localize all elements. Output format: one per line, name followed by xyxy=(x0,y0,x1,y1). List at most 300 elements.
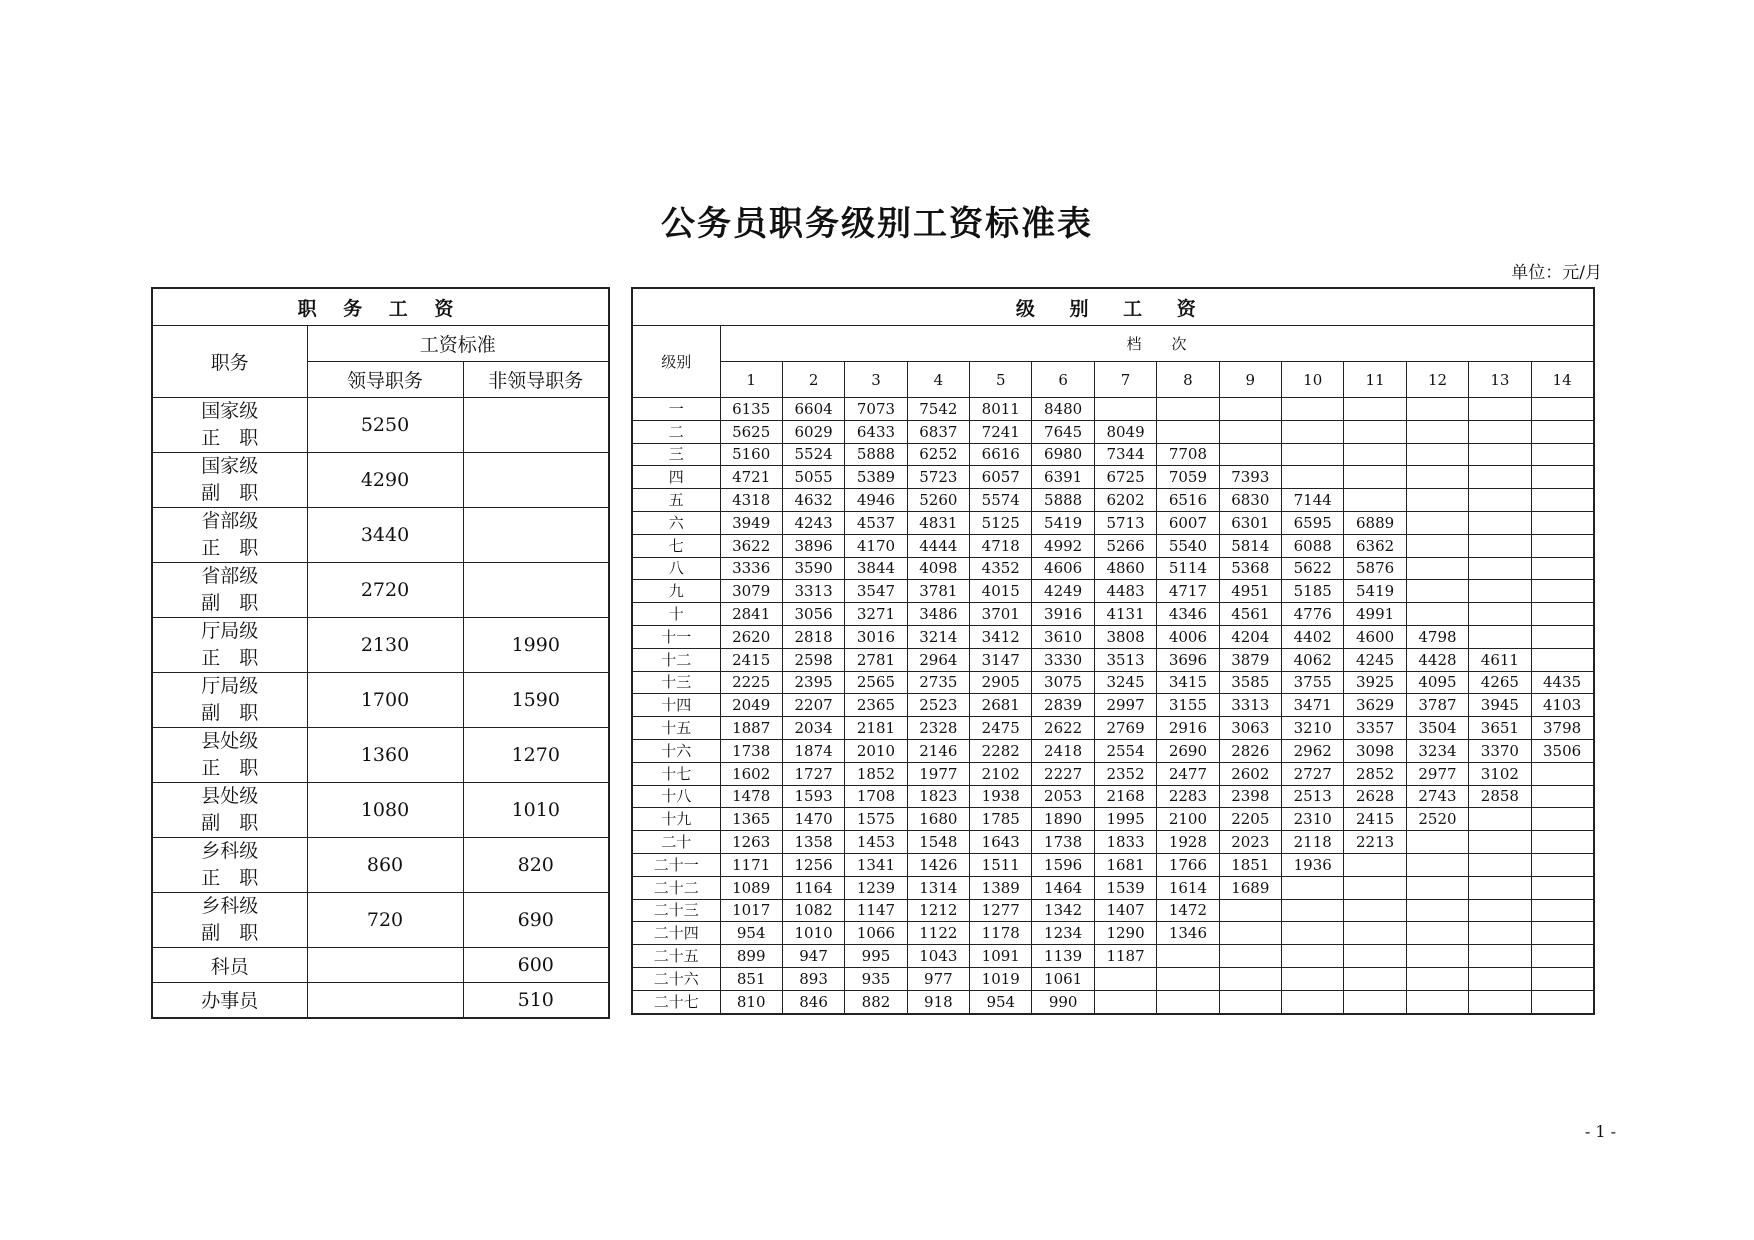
position-row xyxy=(152,563,609,618)
grade-salary-cell: 2034 xyxy=(782,717,844,740)
grade-salary-cell: 1851 xyxy=(1219,853,1281,876)
grade-salary-cell: 2102 xyxy=(970,762,1032,785)
nonleader-salary-cell: 1590 xyxy=(463,673,609,728)
grade-label-cell: 十五 xyxy=(632,717,720,740)
grade-salary-cell: 2905 xyxy=(970,671,1032,694)
grade-salary-cell xyxy=(1531,967,1594,990)
grade-salary-cell xyxy=(1531,466,1594,489)
position-salary-table xyxy=(151,287,610,1019)
grade-salary-cell xyxy=(1406,853,1468,876)
grade-salary-cell xyxy=(1406,603,1468,626)
grade-salary-cell: 4537 xyxy=(845,511,907,534)
grade-salary-cell: 1277 xyxy=(970,899,1032,922)
grade-salary-cell xyxy=(1469,899,1531,922)
grade-label-cell: 二 xyxy=(632,420,720,443)
grade-label-cell: 四 xyxy=(632,466,720,489)
grade-salary-cell xyxy=(1531,876,1594,899)
leader-salary-cell: 3440 xyxy=(307,508,463,563)
grade-salary-cell xyxy=(1469,967,1531,990)
grade-salary-cell: 8049 xyxy=(1094,420,1156,443)
grade-salary-cell: 2207 xyxy=(782,694,844,717)
position-name-cell xyxy=(152,618,307,673)
grade-row xyxy=(632,648,1594,671)
grade-salary-cell: 1178 xyxy=(970,922,1032,945)
leader-salary-cell xyxy=(307,948,463,983)
grade-salary-cell: 1681 xyxy=(1094,853,1156,876)
grade-salary-cell: 3234 xyxy=(1406,739,1468,762)
grade-salary-cell: 2513 xyxy=(1282,785,1344,808)
page-title: 公务员职务级别工资标准表 xyxy=(661,204,1093,244)
grade-salary-cell: 3896 xyxy=(782,534,844,557)
grade-salary-cell: 1785 xyxy=(970,808,1032,831)
grade-salary-cell: 1977 xyxy=(907,762,969,785)
grade-salary-cell: 3330 xyxy=(1032,648,1094,671)
grade-salary-cell xyxy=(1469,466,1531,489)
grade-salary-cell: 2781 xyxy=(845,648,907,671)
grade-salary-cell xyxy=(1344,945,1406,968)
grade-salary-cell: 2282 xyxy=(970,739,1032,762)
grade-salary-cell: 2769 xyxy=(1094,717,1156,740)
grade-salary-cell: 4992 xyxy=(1032,534,1094,557)
grade-salary-cell: 3610 xyxy=(1032,625,1094,648)
grade-salary-cell: 3622 xyxy=(720,534,782,557)
grade-salary-cell: 1539 xyxy=(1094,876,1156,899)
grade-salary-cell xyxy=(1406,831,1468,854)
grade-salary-cell: 3585 xyxy=(1219,671,1281,694)
grade-salary-cell: 2415 xyxy=(1344,808,1406,831)
grade-salary-cell xyxy=(1157,945,1219,968)
grade-salary-cell: 1426 xyxy=(907,853,969,876)
grade-salary-cell xyxy=(1282,443,1344,466)
grade-row xyxy=(632,876,1594,899)
grade-salary-cell: 1852 xyxy=(845,762,907,785)
position-row xyxy=(152,398,609,453)
grade-salary-cell: 2365 xyxy=(845,694,907,717)
grade-salary-cell: 3696 xyxy=(1157,648,1219,671)
grade-salary-cell: 6088 xyxy=(1282,534,1344,557)
step-header-cell: 2 xyxy=(782,362,844,398)
grade-salary-cell: 6837 xyxy=(907,420,969,443)
grade-salary-cell: 3079 xyxy=(720,580,782,603)
grade-salary-cell: 1147 xyxy=(845,899,907,922)
position-rank: 正 职 xyxy=(201,427,259,449)
grade-salary-cell: 899 xyxy=(720,945,782,968)
grade-salary-cell: 2841 xyxy=(720,603,782,626)
grade-salary-cell: 2310 xyxy=(1282,808,1344,831)
grade-salary-cell: 1091 xyxy=(970,945,1032,968)
grade-salary-cell xyxy=(1531,603,1594,626)
grade-salary-cell: 6433 xyxy=(845,420,907,443)
grade-salary-cell: 1874 xyxy=(782,739,844,762)
grade-salary-cell: 4991 xyxy=(1344,603,1406,626)
grade-label-cell: 八 xyxy=(632,557,720,580)
grade-salary-cell: 3313 xyxy=(1219,694,1281,717)
grade-salary-cell: 1139 xyxy=(1032,945,1094,968)
grade-salary-cell: 4245 xyxy=(1344,648,1406,671)
grade-salary-cell xyxy=(1531,922,1594,945)
step-header-cell: 8 xyxy=(1157,362,1219,398)
grade-salary-cell xyxy=(1406,398,1468,421)
grade-salary-cell xyxy=(1344,443,1406,466)
grade-salary-cell xyxy=(1344,990,1406,1013)
grade-label-cell: 二十六 xyxy=(632,967,720,990)
grade-salary-cell: 918 xyxy=(907,990,969,1013)
grade-row xyxy=(632,808,1594,831)
grade-salary-cell: 2049 xyxy=(720,694,782,717)
grade-salary-cell: 6362 xyxy=(1344,534,1406,557)
grade-salary-cell xyxy=(1406,420,1468,443)
grade-salary-cell: 3357 xyxy=(1344,717,1406,740)
nonleader-salary-cell: 600 xyxy=(463,948,609,983)
grade-salary-cell: 3798 xyxy=(1531,717,1594,740)
position-name-cell xyxy=(152,563,307,618)
position-row xyxy=(152,893,609,948)
position-name-cell xyxy=(152,673,307,728)
grade-salary-cell xyxy=(1406,899,1468,922)
grade-salary-cell: 1017 xyxy=(720,899,782,922)
grade-salary-cell: 2523 xyxy=(907,694,969,717)
grade-salary-cell: 947 xyxy=(782,945,844,968)
grade-salary-cell: 2227 xyxy=(1032,762,1094,785)
grade-row xyxy=(632,511,1594,534)
grade-salary-cell xyxy=(1531,557,1594,580)
grade-salary-cell xyxy=(1406,511,1468,534)
grade-salary-cell: 4015 xyxy=(970,580,1032,603)
grade-salary-cell: 3945 xyxy=(1469,694,1531,717)
grade-salary-cell: 3486 xyxy=(907,603,969,626)
grade-salary-cell: 6980 xyxy=(1032,443,1094,466)
grade-salary-cell: 2690 xyxy=(1157,739,1219,762)
nonleader-salary-cell xyxy=(463,398,609,453)
grade-salary-cell xyxy=(1531,808,1594,831)
grade-label-cell: 三 xyxy=(632,443,720,466)
grade-salary-cell: 2743 xyxy=(1406,785,1468,808)
step-header-cell: 1 xyxy=(720,362,782,398)
grade-row xyxy=(632,694,1594,717)
grade-salary-cell: 1472 xyxy=(1157,899,1219,922)
grade-salary-cell: 810 xyxy=(720,990,782,1013)
grade-salary-cell: 7144 xyxy=(1282,489,1344,512)
grade-salary-cell xyxy=(1344,967,1406,990)
grade-salary-cell: 5888 xyxy=(845,443,907,466)
grade-salary-cell: 2916 xyxy=(1157,717,1219,740)
grade-salary-cell: 2205 xyxy=(1219,808,1281,831)
grade-salary-cell xyxy=(1157,420,1219,443)
grade-salary-cell: 4265 xyxy=(1469,671,1531,694)
grade-salary-cell: 4006 xyxy=(1157,625,1219,648)
grade-salary-cell: 6595 xyxy=(1282,511,1344,534)
step-header-cell: 3 xyxy=(845,362,907,398)
grade-salary-cell: 1464 xyxy=(1032,876,1094,899)
grade-salary-cell: 5622 xyxy=(1282,557,1344,580)
grade-salary-cell: 1727 xyxy=(782,762,844,785)
grade-salary-cell: 4600 xyxy=(1344,625,1406,648)
grade-salary-cell: 1680 xyxy=(907,808,969,831)
grade-salary-cell: 3844 xyxy=(845,557,907,580)
grade-salary-cell xyxy=(1531,831,1594,854)
grade-salary-cell: 3336 xyxy=(720,557,782,580)
grade-salary-cell: 3755 xyxy=(1282,671,1344,694)
grade-salary-cell xyxy=(1219,967,1281,990)
grade-salary-cell: 4428 xyxy=(1406,648,1468,671)
col-standard-header: 工资标准 xyxy=(307,326,609,362)
grade-salary-cell: 3098 xyxy=(1344,739,1406,762)
grade-salary-cell: 3513 xyxy=(1094,648,1156,671)
grade-salary-cell: 3155 xyxy=(1157,694,1219,717)
grade-salary-cell: 2622 xyxy=(1032,717,1094,740)
position-row xyxy=(152,948,609,983)
grade-salary-cell: 3808 xyxy=(1094,625,1156,648)
grade-row xyxy=(632,899,1594,922)
grade-salary-cell xyxy=(1406,466,1468,489)
unit-label: 单位：元/月 xyxy=(1511,263,1602,283)
position-row xyxy=(152,618,609,673)
grade-salary-cell: 1066 xyxy=(845,922,907,945)
grade-salary-cell: 2598 xyxy=(782,648,844,671)
grade-salary-cell: 2962 xyxy=(1282,739,1344,762)
grade-salary-cell: 3651 xyxy=(1469,717,1531,740)
grade-label-cell: 二十一 xyxy=(632,853,720,876)
grade-salary-cell: 4352 xyxy=(970,557,1032,580)
grade-salary-cell: 977 xyxy=(907,967,969,990)
grade-row xyxy=(632,853,1594,876)
position-name-cell xyxy=(152,453,307,508)
grade-salary-cell: 1823 xyxy=(907,785,969,808)
grade-salary-cell: 6007 xyxy=(1157,511,1219,534)
grade-row xyxy=(632,739,1594,762)
grade-salary-cell: 2225 xyxy=(720,671,782,694)
grade-salary-cell: 4721 xyxy=(720,466,782,489)
grade-label-cell: 一 xyxy=(632,398,720,421)
nonleader-salary-cell: 510 xyxy=(463,983,609,1018)
grade-salary-cell: 1708 xyxy=(845,785,907,808)
grade-salary-cell: 3471 xyxy=(1282,694,1344,717)
grade-salary-cell: 1995 xyxy=(1094,808,1156,831)
grade-salary-cell xyxy=(1469,831,1531,854)
grade-salary-cell xyxy=(1282,990,1344,1013)
grade-salary-cell: 7542 xyxy=(907,398,969,421)
grade-salary-cell: 4860 xyxy=(1094,557,1156,580)
grade-label-cell: 七 xyxy=(632,534,720,557)
grade-salary-cell: 4103 xyxy=(1531,694,1594,717)
grade-label-cell: 二十四 xyxy=(632,922,720,945)
grade-salary-cell: 6057 xyxy=(970,466,1032,489)
grade-row xyxy=(632,420,1594,443)
grade-salary-cell: 5419 xyxy=(1032,511,1094,534)
grade-salary-cell xyxy=(1469,420,1531,443)
grade-salary-cell xyxy=(1219,945,1281,968)
grade-salary-cell xyxy=(1531,534,1594,557)
grade-salary-cell: 1239 xyxy=(845,876,907,899)
grade-salary-cell: 2554 xyxy=(1094,739,1156,762)
position-rank: 副 职 xyxy=(201,482,259,504)
grade-salary-cell: 3506 xyxy=(1531,739,1594,762)
grade-salary-cell xyxy=(1531,648,1594,671)
grade-salary-cell: 6135 xyxy=(720,398,782,421)
grade-salary-cell: 2418 xyxy=(1032,739,1094,762)
grade-salary-cell: 2398 xyxy=(1219,785,1281,808)
grade-salary-cell: 2852 xyxy=(1344,762,1406,785)
position-rank: 副 职 xyxy=(201,592,259,614)
step-header-cell: 13 xyxy=(1469,362,1531,398)
grade-salary-cell xyxy=(1406,990,1468,1013)
grade-salary-cell: 5055 xyxy=(782,466,844,489)
grade-salary-cell: 5125 xyxy=(970,511,1032,534)
grade-label-cell: 九 xyxy=(632,580,720,603)
step-header-cell: 12 xyxy=(1406,362,1468,398)
grade-salary-cell: 2620 xyxy=(720,625,782,648)
leader-salary-cell: 1080 xyxy=(307,783,463,838)
grade-salary-cell xyxy=(1282,899,1344,922)
grade-row xyxy=(632,831,1594,854)
grade-salary-cell xyxy=(1282,876,1344,899)
grade-salary-cell: 4561 xyxy=(1219,603,1281,626)
grade-salary-cell: 2858 xyxy=(1469,785,1531,808)
grade-label-cell: 二十二 xyxy=(632,876,720,899)
grade-row xyxy=(632,785,1594,808)
grade-salary-cell: 4831 xyxy=(907,511,969,534)
step-header-cell: 11 xyxy=(1344,362,1406,398)
position-level: 县处级 xyxy=(201,730,259,752)
grade-salary-cell: 1256 xyxy=(782,853,844,876)
col-leader-header: 领导职务 xyxy=(307,362,463,398)
nonleader-salary-cell: 690 xyxy=(463,893,609,948)
position-row xyxy=(152,983,609,1018)
grade-salary-cell: 990 xyxy=(1032,990,1094,1013)
page-number: - 1 - xyxy=(1584,1122,1616,1141)
grade-salary-cell xyxy=(1469,580,1531,603)
grade-salary-cell: 4717 xyxy=(1157,580,1219,603)
grade-salary-cell xyxy=(1406,534,1468,557)
grade-salary-cell: 1212 xyxy=(907,899,969,922)
grade-salary-cell: 4611 xyxy=(1469,648,1531,671)
grade-salary-cell: 7645 xyxy=(1032,420,1094,443)
position-level: 县处级 xyxy=(201,785,259,807)
grade-salary-cell: 5114 xyxy=(1157,557,1219,580)
grade-salary-cell: 6252 xyxy=(907,443,969,466)
position-row xyxy=(152,453,609,508)
grade-label-cell: 十二 xyxy=(632,648,720,671)
grade-salary-cell: 1290 xyxy=(1094,922,1156,945)
grade-salary-cell: 2977 xyxy=(1406,762,1468,785)
grade-salary-cell: 6725 xyxy=(1094,466,1156,489)
grade-row xyxy=(632,398,1594,421)
grade-salary-cell: 5814 xyxy=(1219,534,1281,557)
leader-salary-cell: 1700 xyxy=(307,673,463,728)
position-level: 国家级 xyxy=(201,455,259,477)
grade-salary-cell: 1187 xyxy=(1094,945,1156,968)
grade-salary-cell: 1122 xyxy=(907,922,969,945)
step-header-cell: 6 xyxy=(1032,362,1094,398)
grade-salary-cell: 2100 xyxy=(1157,808,1219,831)
grade-salary-cell: 4204 xyxy=(1219,625,1281,648)
grade-salary-cell xyxy=(1406,580,1468,603)
position-level: 厅局级 xyxy=(201,620,259,642)
grade-salary-cell: 954 xyxy=(970,990,1032,1013)
grade-label-cell: 十九 xyxy=(632,808,720,831)
grade-salary-cell: 2997 xyxy=(1094,694,1156,717)
grade-row xyxy=(632,945,1594,968)
grade-salary-cell: 3412 xyxy=(970,625,1032,648)
grade-salary-cell: 1738 xyxy=(720,739,782,762)
grade-salary-cell: 3370 xyxy=(1469,739,1531,762)
grade-salary-cell xyxy=(1406,443,1468,466)
grade-salary-cell: 1511 xyxy=(970,853,1032,876)
grade-salary-cell: 3879 xyxy=(1219,648,1281,671)
grade-salary-cell xyxy=(1344,466,1406,489)
grade-salary-cell: 3925 xyxy=(1344,671,1406,694)
grade-salary-cell: 1470 xyxy=(782,808,844,831)
grade-label-cell: 五 xyxy=(632,489,720,512)
position-level: 乡科级 xyxy=(201,895,259,917)
grade-salary-cell xyxy=(1469,603,1531,626)
grade-row xyxy=(632,671,1594,694)
position-row xyxy=(152,508,609,563)
grade-salary-cell: 3701 xyxy=(970,603,1032,626)
leader-salary-cell xyxy=(307,983,463,1018)
grade-salary-cell xyxy=(1469,990,1531,1013)
grade-salary-cell: 4346 xyxy=(1157,603,1219,626)
grade-row xyxy=(632,762,1594,785)
grade-salary-cell: 3245 xyxy=(1094,671,1156,694)
grade-salary-cell: 4946 xyxy=(845,489,907,512)
grade-salary-cell xyxy=(1531,945,1594,968)
position-name-cell xyxy=(152,783,307,838)
nonleader-salary-cell xyxy=(463,508,609,563)
grade-salary-cell: 2415 xyxy=(720,648,782,671)
grade-salary-cell xyxy=(1469,511,1531,534)
grade-salary-cell: 4098 xyxy=(907,557,969,580)
grade-salary-cell: 2477 xyxy=(1157,762,1219,785)
grade-salary-cell: 1928 xyxy=(1157,831,1219,854)
grade-salary-cell: 1341 xyxy=(845,853,907,876)
position-name-cell xyxy=(152,398,307,453)
position-rank: 副 职 xyxy=(201,922,259,944)
grade-salary-cell xyxy=(1282,967,1344,990)
grade-salary-cell: 1164 xyxy=(782,876,844,899)
grade-salary-cell: 5713 xyxy=(1094,511,1156,534)
grade-salary-cell: 1453 xyxy=(845,831,907,854)
grade-salary-cell xyxy=(1469,922,1531,945)
grade-salary-cell: 1082 xyxy=(782,899,844,922)
grade-salary-cell: 8480 xyxy=(1032,398,1094,421)
grade-salary-cell xyxy=(1469,489,1531,512)
grade-salary-cell: 4435 xyxy=(1531,671,1594,694)
grade-salary-cell xyxy=(1157,398,1219,421)
grade-salary-cell xyxy=(1219,990,1281,1013)
col-step-header: 档 次 xyxy=(720,326,1594,362)
leader-salary-cell: 720 xyxy=(307,893,463,948)
grade-salary-cell: 2602 xyxy=(1219,762,1281,785)
grade-salary-cell xyxy=(1469,945,1531,968)
grade-row xyxy=(632,466,1594,489)
grade-salary-cell xyxy=(1531,762,1594,785)
grade-salary-cell: 5260 xyxy=(907,489,969,512)
grade-salary-cell: 2118 xyxy=(1282,831,1344,854)
step-header-cell: 14 xyxy=(1531,362,1594,398)
grade-salary-cell xyxy=(1406,489,1468,512)
grade-salary-cell: 882 xyxy=(845,990,907,1013)
grade-salary-cell xyxy=(1469,625,1531,648)
position-name-cell: 办事员 xyxy=(152,983,307,1018)
grade-salary-cell xyxy=(1406,967,1468,990)
grade-salary-cell: 5574 xyxy=(970,489,1032,512)
grade-salary-cell xyxy=(1469,398,1531,421)
grade-salary-cell: 2565 xyxy=(845,671,907,694)
grade-label-cell: 十一 xyxy=(632,625,720,648)
grade-row xyxy=(632,625,1594,648)
grade-salary-cell: 2681 xyxy=(970,694,1032,717)
